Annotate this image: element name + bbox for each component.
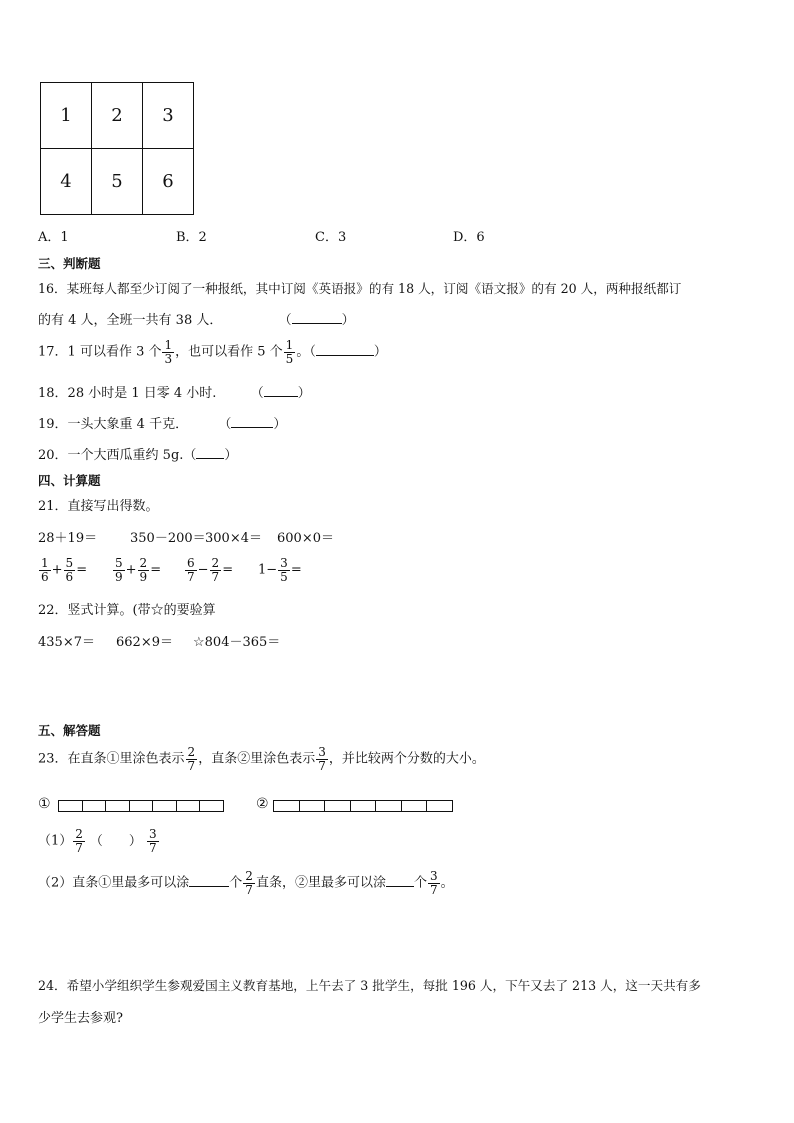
fraction bbox=[284, 339, 296, 365]
fraction bbox=[428, 870, 440, 896]
fraction-denominator: 5 bbox=[285, 351, 294, 366]
fraction-numerator: 3 bbox=[318, 745, 326, 759]
paren-close: ） bbox=[297, 386, 311, 401]
paren-close: ） bbox=[341, 313, 355, 328]
paren-open: （ bbox=[278, 313, 292, 328]
option-d: D．6 bbox=[453, 230, 485, 245]
question-19-text: 19．一头大象重 4 千克． bbox=[38, 417, 189, 432]
paren-open: （ bbox=[250, 386, 264, 401]
section-title-calculation: 四、计算题 bbox=[38, 473, 101, 488]
grid-cell: 1 bbox=[41, 83, 92, 149]
fraction-numerator: 2 bbox=[139, 556, 148, 570]
question-23-sub2 bbox=[38, 870, 454, 896]
strip-2[interactable] bbox=[273, 800, 453, 812]
option-a: A．1 bbox=[38, 230, 69, 245]
fraction bbox=[278, 557, 290, 583]
sub-label: （1） bbox=[38, 833, 73, 849]
question-17-part3: 。（ bbox=[296, 344, 316, 360]
fraction bbox=[138, 557, 150, 583]
question-19 bbox=[38, 418, 286, 431]
equals-sign: = bbox=[150, 562, 162, 578]
fraction-calc-2 bbox=[112, 557, 161, 583]
option-c: C．3 bbox=[315, 230, 347, 245]
answer-blank[interactable] bbox=[386, 886, 414, 887]
fraction bbox=[73, 828, 85, 854]
fraction-denominator: 7 bbox=[148, 840, 157, 855]
question-16-text: 的有 4 人，全班一共有 38 人． bbox=[38, 313, 223, 328]
fraction-calc-4 bbox=[258, 557, 302, 583]
question-23-part3: ，并比较两个分数的大小。 bbox=[328, 751, 485, 767]
answer-blank[interactable] bbox=[316, 355, 374, 356]
fraction-numerator: 2 bbox=[187, 745, 196, 759]
fraction bbox=[186, 746, 198, 772]
fraction-numerator: 1 bbox=[164, 338, 173, 352]
question-24-line2: 少学生去参观? bbox=[38, 1011, 123, 1026]
fraction-numerator: 2 bbox=[245, 869, 253, 883]
calc-item: 435×7＝ bbox=[38, 635, 95, 650]
paren-open: （ bbox=[218, 417, 232, 432]
fraction bbox=[64, 557, 76, 583]
grid-cell: 5 bbox=[92, 149, 143, 215]
section-title-judgement: 三、判断题 bbox=[38, 256, 101, 271]
strip-segment[interactable] bbox=[402, 801, 428, 811]
fraction-calc-3 bbox=[184, 557, 233, 583]
fraction-denominator: 7 bbox=[429, 882, 438, 897]
fraction bbox=[316, 746, 328, 772]
fraction-denominator: 6 bbox=[65, 569, 74, 584]
strip-segment[interactable] bbox=[153, 801, 177, 811]
strip-segment[interactable] bbox=[300, 801, 326, 811]
fraction-numerator: 5 bbox=[65, 556, 74, 570]
paren-close: ） bbox=[224, 448, 238, 463]
question-21-text: 21．直接写出得数。 bbox=[38, 499, 159, 514]
strip-segment[interactable] bbox=[83, 801, 107, 811]
fraction bbox=[113, 557, 125, 583]
answer-blank[interactable] bbox=[196, 458, 224, 459]
grid-cell: 2 bbox=[92, 83, 143, 149]
answer-blank[interactable] bbox=[231, 427, 273, 428]
fraction-denominator: 7 bbox=[211, 569, 220, 584]
fraction-denominator: 3 bbox=[164, 351, 173, 366]
question-24-line1: 24．希望小学组织学生参观爱国主义教育基地，上午去了 3 批学生，每批 196 人，下午又去了 213 人，这一天共有多 bbox=[38, 978, 701, 993]
sub2-part4: 个 bbox=[413, 875, 427, 891]
equals-sign: = bbox=[222, 562, 234, 578]
answer-blank[interactable] bbox=[264, 396, 298, 397]
strip-segment[interactable] bbox=[177, 801, 201, 811]
question-23-sub1 bbox=[38, 828, 160, 854]
strip-segment[interactable] bbox=[325, 801, 351, 811]
question-17-part1: 17．1 可以看作 3 个 bbox=[38, 344, 162, 360]
strip-segment[interactable] bbox=[351, 801, 377, 811]
strip-segment[interactable] bbox=[106, 801, 130, 811]
option-b: B．2 bbox=[176, 230, 207, 245]
fraction bbox=[243, 870, 255, 896]
fraction-denominator: 9 bbox=[139, 569, 148, 584]
fraction-denominator: 7 bbox=[318, 758, 326, 773]
question-23-part1: 23．在直条①里涂色表示 bbox=[38, 751, 185, 767]
fraction-denominator: 7 bbox=[75, 840, 83, 855]
fraction-numerator: 2 bbox=[211, 556, 220, 570]
fraction-denominator: 7 bbox=[187, 758, 196, 773]
fraction bbox=[162, 339, 174, 365]
answer-blank[interactable] bbox=[189, 886, 229, 887]
fraction-calc-1 bbox=[38, 557, 87, 583]
fraction-denominator: 7 bbox=[245, 882, 253, 897]
strip-segment[interactable] bbox=[274, 801, 300, 811]
fraction-numerator: 3 bbox=[148, 827, 157, 841]
strip-segment[interactable] bbox=[376, 801, 402, 811]
fraction-denominator: 9 bbox=[115, 569, 123, 584]
equals-sign: = bbox=[290, 562, 302, 578]
question-23-part2: ，直条②里涂色表示 bbox=[198, 751, 316, 767]
fraction-numerator: 5 bbox=[115, 556, 123, 570]
calc-item: 300×4＝ bbox=[205, 531, 262, 546]
strip-segment[interactable] bbox=[59, 801, 83, 811]
fraction-numerator: 2 bbox=[75, 827, 83, 841]
question-20 bbox=[38, 449, 237, 462]
sub2-part1: （2）直条①里最多可以涂 bbox=[38, 875, 190, 891]
paren-close: ） bbox=[373, 344, 387, 360]
strip-1[interactable] bbox=[58, 800, 224, 812]
section-title-answer: 五、解答题 bbox=[38, 723, 101, 738]
grid-cell: 6 bbox=[143, 149, 194, 215]
fraction bbox=[39, 557, 51, 583]
strip-segment[interactable] bbox=[427, 801, 452, 811]
operator: 1− bbox=[258, 562, 278, 578]
fraction-numerator: 1 bbox=[285, 338, 294, 352]
answer-blank[interactable] bbox=[292, 323, 342, 324]
question-18 bbox=[38, 387, 311, 400]
equals-sign: = bbox=[76, 562, 88, 578]
grid-cell: 3 bbox=[143, 83, 194, 149]
calc-item: ☆804－365＝ bbox=[193, 635, 281, 650]
calc-item: 662×9＝ bbox=[116, 635, 173, 650]
paren-close: ） bbox=[273, 417, 287, 432]
strip-1-label: ① bbox=[38, 796, 51, 812]
fraction-numerator: 6 bbox=[187, 556, 195, 570]
calc-item: 28＋19＝ bbox=[38, 531, 98, 546]
question-16-line2 bbox=[38, 314, 355, 327]
question-23 bbox=[38, 746, 485, 772]
operator: − bbox=[197, 562, 209, 578]
fraction-denominator: 7 bbox=[187, 569, 195, 584]
fraction-numerator: 3 bbox=[280, 556, 288, 570]
operator: + bbox=[51, 562, 63, 578]
question-20-text: 20．一个大西瓜重约 5g.（ bbox=[38, 448, 197, 463]
fraction bbox=[185, 557, 197, 583]
fraction bbox=[210, 557, 222, 583]
compare-blank[interactable]: （ ） bbox=[89, 833, 142, 849]
fraction-denominator: 6 bbox=[41, 569, 49, 584]
grid-cell: 4 bbox=[41, 149, 92, 215]
strip-segment[interactable] bbox=[130, 801, 154, 811]
question-17 bbox=[38, 339, 387, 365]
question-22-text: 22．竖式计算。(带☆的要验算 bbox=[38, 603, 216, 618]
question-16-line1: 16．某班每人都至少订阅了一种报纸，其中订阅《英语报》的有 18 人，订阅《语文报》的有 20 人，两种报纸都订 bbox=[38, 281, 682, 296]
number-grid bbox=[40, 82, 194, 215]
sub2-end: 。 bbox=[440, 875, 454, 891]
calc-item: 600×0＝ bbox=[277, 531, 334, 546]
sub2-part3: 直条，②里最多可以涂 bbox=[255, 875, 386, 891]
fraction-denominator: 5 bbox=[280, 569, 288, 584]
sub2-part2: 个 bbox=[229, 875, 243, 891]
fraction-numerator: 1 bbox=[41, 556, 49, 570]
question-18-text: 18．28 小时是 1 日零 4 小时. bbox=[38, 386, 217, 401]
strip-2-label: ② bbox=[256, 796, 269, 812]
strip-segment[interactable] bbox=[200, 801, 223, 811]
operator: + bbox=[125, 562, 137, 578]
question-17-part2: ，也可以看作 5 个 bbox=[175, 344, 283, 360]
fraction-numerator: 3 bbox=[429, 869, 438, 883]
fraction bbox=[147, 828, 159, 854]
calc-item: 350－200＝ bbox=[130, 531, 206, 546]
